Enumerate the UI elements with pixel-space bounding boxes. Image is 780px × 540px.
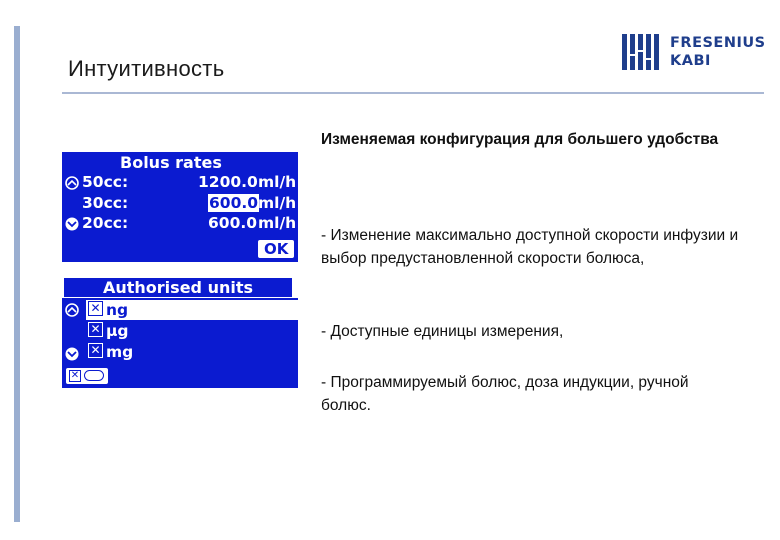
unit-row-ug[interactable] xyxy=(86,321,298,341)
unit-label: µg xyxy=(106,322,129,340)
authorised-units-title: Authorised units xyxy=(64,278,292,297)
bullet-2: - Доступные единицы измерения, xyxy=(321,323,564,340)
checkbox-checked-icon[interactable]: ✕ xyxy=(88,343,103,358)
content-heading: Изменяемая конфигурация для большего удобства xyxy=(321,131,719,148)
bolus-row-20-unit: ml/h xyxy=(258,214,297,232)
arrow-down-icon[interactable] xyxy=(64,346,80,365)
title-divider xyxy=(62,92,764,94)
selected-value[interactable]: 600.0 xyxy=(209,194,259,212)
bolus-row-30-unit: ml/h xyxy=(258,194,297,212)
page-title: Интуитивность xyxy=(68,56,225,81)
unit-row-mg[interactable] xyxy=(86,342,298,362)
bolus-row-50-unit: ml/h xyxy=(258,173,297,191)
bolus-row-30-value[interactable] xyxy=(208,194,259,212)
unit-row-ng[interactable] xyxy=(86,300,298,320)
ok-button[interactable] xyxy=(258,240,294,258)
bolus-row-50-label: 50cc: xyxy=(82,173,129,191)
bolus-row-30-label: 30cc: xyxy=(82,194,129,212)
checkbox-checked-icon[interactable]: ✕ xyxy=(88,301,103,316)
bullet-3: - Программируемый болюс, доза индукции, ручной болюс. xyxy=(321,374,689,414)
bolus-row-20-label: 20cc: xyxy=(82,214,129,232)
arrow-down-icon[interactable] xyxy=(64,216,80,235)
unit-label: mg xyxy=(106,343,134,361)
toggle-icon[interactable] xyxy=(84,370,104,381)
unit-label: ng xyxy=(106,301,129,319)
bolus-rates-screen xyxy=(62,152,298,262)
authorised-units-screen xyxy=(62,276,298,388)
checkbox-icon[interactable]: ✕ xyxy=(70,370,80,381)
bolus-row-20-value[interactable]: 600.0 xyxy=(208,214,258,232)
bolus-rates-title: Bolus rates xyxy=(120,153,222,172)
logo-line-2: KABI xyxy=(670,53,711,69)
fresenius-logo-icon xyxy=(622,32,660,72)
logo-line-1: FRESENIUS xyxy=(670,35,766,51)
footer-controls[interactable] xyxy=(66,368,108,384)
checkbox-checked-icon[interactable]: ✕ xyxy=(88,322,103,337)
left-accent-bar xyxy=(14,26,20,522)
fresenius-kabi-logo xyxy=(622,32,766,72)
arrow-up-icon[interactable] xyxy=(64,175,80,194)
bullet-1: - Изменение максимально доступной скорости инфузии и выбор предустановленной скорости болюса, xyxy=(321,227,739,267)
authorised-units-header xyxy=(62,276,298,298)
ok-button-label: OK xyxy=(264,240,289,258)
arrow-up-icon[interactable] xyxy=(64,302,80,321)
bolus-row-50-value[interactable]: 1200.0 xyxy=(198,173,258,191)
